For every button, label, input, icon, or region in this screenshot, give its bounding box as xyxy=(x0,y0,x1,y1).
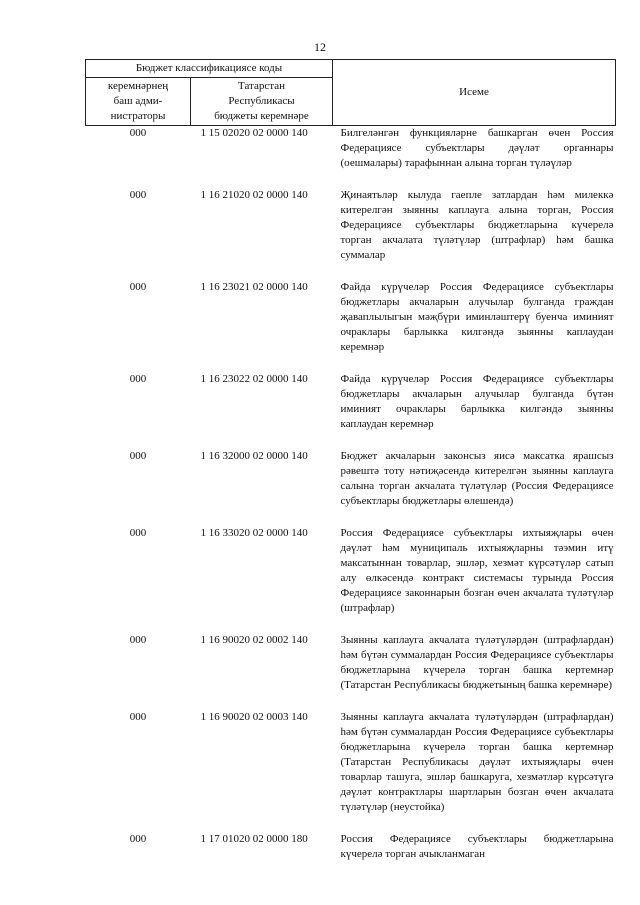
header-name: Исеме xyxy=(333,60,616,126)
admin-code: 000 xyxy=(129,450,147,462)
revenue-name: Файда күрүчеләр Россия Федерациясе субъектлары бюджетлары акчаларын алучылар булганда граждан җаваплылыгын мәҗбүри иминләштерү буенча иминият очраклары барлыкка килгәндә зыянны каплаудан керемнәр xyxy=(340,281,614,353)
admin-code: 000 xyxy=(129,527,147,539)
table-header xyxy=(86,60,616,126)
revenue-name: Бюджет акчаларын законсыз яисә максатка ярашсыз рәвештә тоту нәтиҗәсендә китерелгән зыянны каплауга салына торган акчалата түләтүләр (Россия Федерациясе субъектлары бюджетлары өлешендә) xyxy=(340,450,614,507)
classification-code: 1 16 90020 02 0003 140 xyxy=(200,711,308,723)
table-row xyxy=(86,280,616,355)
classification-code: 1 16 23021 02 0000 140 xyxy=(200,281,308,293)
revenue-name: Россия Федерациясе субъектлары ихтыяҗлары өчен дәүләт һәм муниципаль ихтыяҗларны тәэмин итү максатыннан товарлар, эшләр, хезмәт күрсәтүләр сатып алу өлкәсендә контракт системасы турында Россия Федерациясе законнарын бозган өчен акчалата түләтүләр (штрафлар) xyxy=(340,527,614,614)
admin-code: 000 xyxy=(129,127,147,139)
table-row xyxy=(86,126,616,172)
revenue-name: Җинаятьләр кылуда гаепле затлардан һәм милеккә китерелгән зыянны каплауга алына торган, Россия Федерациясе субъектлары бюджетларына күчерелә торган акчалата түләтүләр (штрафлар) һәм башка суммалар xyxy=(340,189,614,261)
classification-code: 1 16 21020 02 0000 140 xyxy=(200,189,308,201)
revenue-name: Билгеләнгән функцияләрне башкарган өчен Россия Федерациясе субъектлары дәүләт органнары (оешмалары) тарафыннан алына торган түләүләр xyxy=(340,127,614,169)
table-row xyxy=(86,633,616,693)
table-row xyxy=(86,372,616,432)
revenue-name: Россия Федерациясе субъектлары бюджетларына күчерелә торган ачыкланмаган xyxy=(340,833,614,860)
revenue-name: Файда күрүчеләр Россия Федерациясе субъектлары бюджетлары акчаларын алучылар булганда бүтән иминият очраклары барлыкка килгәндә зыянны каплаудан керемнәр xyxy=(340,373,614,430)
classification-code: 1 16 32000 02 0000 140 xyxy=(200,450,308,462)
table-row xyxy=(86,449,616,509)
header-chief-administrator: керемнәрнең баш адми- нистраторы xyxy=(86,78,191,126)
admin-code: 000 xyxy=(129,711,147,723)
classification-code: 1 17 01020 02 0000 180 xyxy=(200,833,308,845)
table-row xyxy=(86,832,616,862)
admin-code: 000 xyxy=(129,281,147,293)
admin-code: 000 xyxy=(129,634,147,646)
table-row xyxy=(86,710,616,815)
table-body xyxy=(86,126,616,863)
budget-classification-table xyxy=(85,59,616,862)
classification-code: 1 16 90020 02 0002 140 xyxy=(200,634,308,646)
classification-code: 1 16 33020 02 0000 140 xyxy=(200,527,308,539)
admin-code: 000 xyxy=(129,833,147,845)
table-row xyxy=(86,526,616,616)
header-budget-classification-codes: Бюджет классификациясе коды xyxy=(86,60,333,78)
revenue-name: Зыянны каплауга акчалата түләтүләрдән (штрафлардан) һәм бүтән суммалардан Россия Федерациясе субъектлары бюджетларына күчерелә торган башка кертемнәр (Татарстан Республикасы дәүләт ихтыяҗлары өчен товарлар ташуга, эшләр башкаруга, хезмәтләр күрсәтүгә дәүләт контрактлары шартларын бозган өчен акчалата түләтүләр (неустойка) xyxy=(340,711,614,813)
table-row xyxy=(86,188,616,263)
admin-code: 000 xyxy=(129,373,147,385)
page-number: 12 xyxy=(314,40,326,54)
revenue-name: Зыянны каплауга акчалата түләтүләрдән (штрафлардан) һәм бүтән суммалардан Россия Федерациясе субъектлары бюджетларына күчерелә торган башка кертемнәр (Татарстан Республикасы бюджетының башка керемнәре) xyxy=(340,634,614,691)
header-tatarstan-budget-revenues: Татарстан Республикасы бюджеты керемнәре xyxy=(191,78,333,126)
classification-code: 1 15 02020 02 0000 140 xyxy=(200,127,308,139)
admin-code: 000 xyxy=(129,189,147,201)
classification-code: 1 16 23022 02 0000 140 xyxy=(200,373,308,385)
